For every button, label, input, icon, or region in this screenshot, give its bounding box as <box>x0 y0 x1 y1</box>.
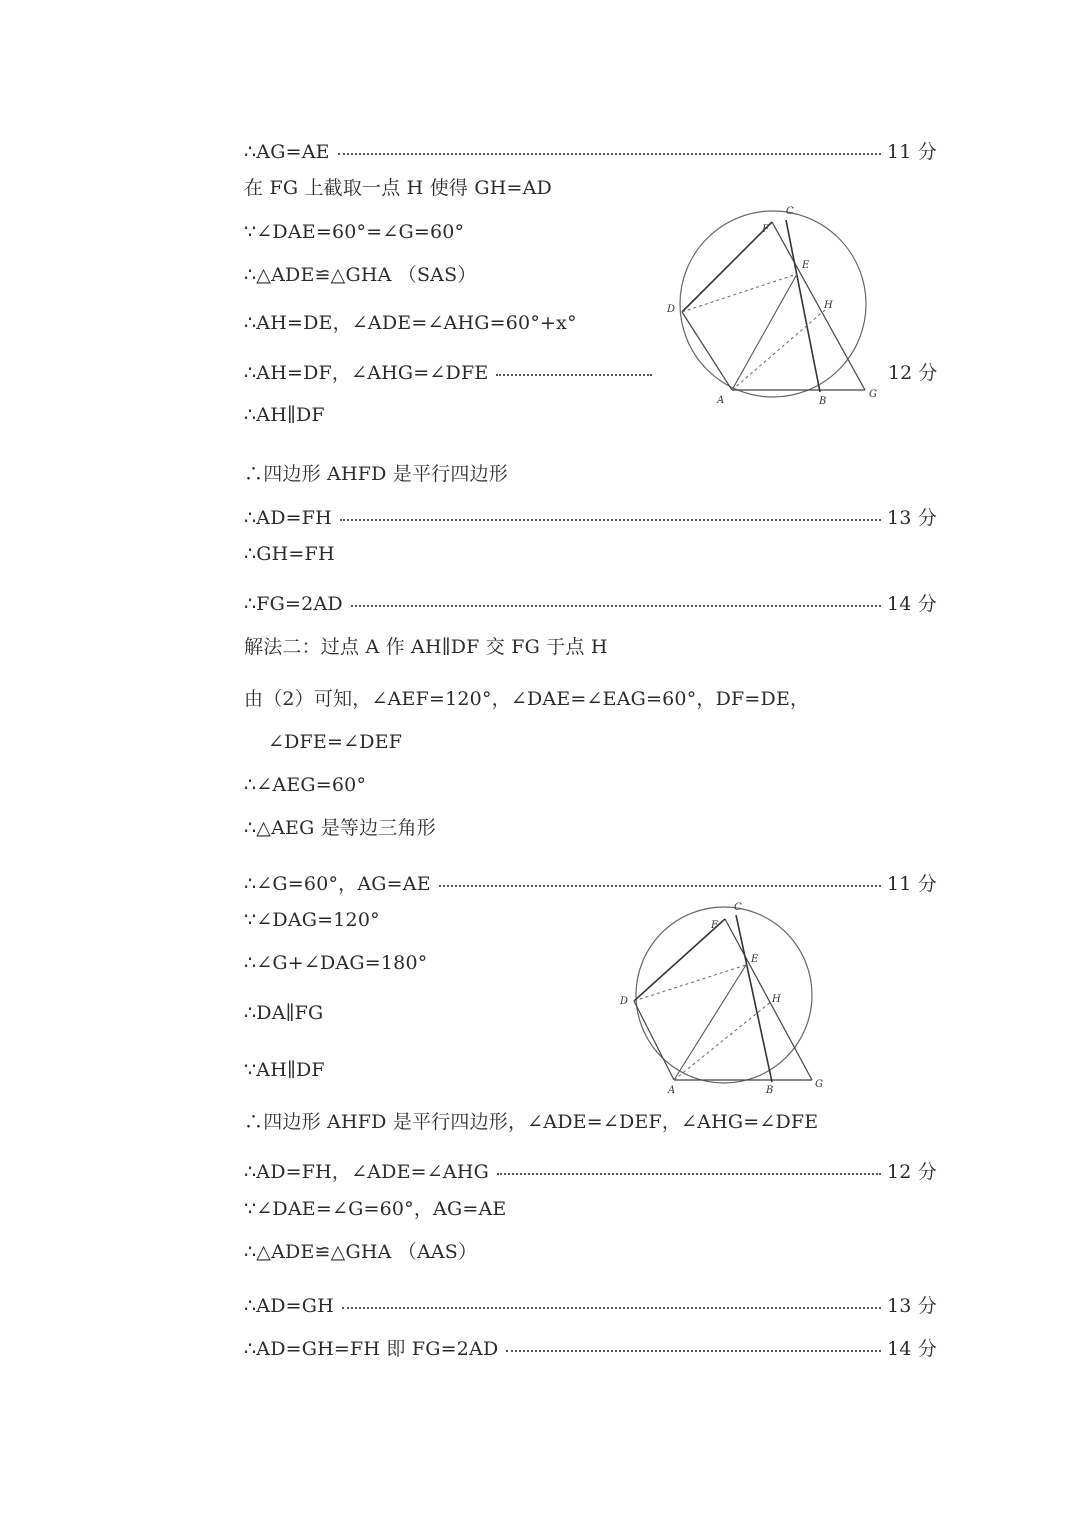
point-label: C <box>734 902 742 913</box>
step-ad-eq-fh-2: ∴AD=FH，∠ADE=∠AHG 12 分 <box>244 1161 937 1183</box>
score-leader-dots <box>342 1307 881 1309</box>
step-fg-eq-2ad: ∴FG=2AD 14 分 <box>244 593 937 615</box>
segment-df <box>682 222 772 312</box>
point-label: G <box>869 389 877 400</box>
score-label: 12 分 <box>886 1161 937 1183</box>
step-ah-parallel-df: ∴AH∥DF <box>244 404 325 426</box>
step-from-part-2: 由（2）可知，∠AEF=120°，∠DAE=∠EAG=60°，DF=DE， <box>244 688 810 710</box>
segment-fg <box>772 222 865 390</box>
point-label: F <box>711 920 718 931</box>
segment-cb <box>736 915 772 1082</box>
score-leader-dots <box>439 885 881 887</box>
point-label: C <box>786 206 794 217</box>
score-label: 12 分 <box>888 362 938 384</box>
step-congruent-aas: ∴△ADE≌△GHA （AAS） <box>244 1241 478 1263</box>
step-ah-parallel-df-2: ∵AH∥DF <box>244 1059 325 1081</box>
point-label: B <box>766 1085 774 1096</box>
segment-df <box>634 919 725 1001</box>
point-label: B <box>819 396 827 407</box>
step-ah-eq-de: ∴AH=DE，∠ADE=∠AHG=60°+x° <box>244 312 577 334</box>
point-label: A <box>717 395 725 406</box>
point-label: G <box>815 1079 823 1090</box>
step-dfe-eq-def: ∠DFE=∠DEF <box>268 731 403 753</box>
step-parallelogram-2: ∴四边形 AHFD 是平行四边形，∠ADE=∠DEF，∠AHG=∠DFE <box>244 1111 819 1133</box>
segment-de-dashed <box>682 274 797 312</box>
segment-ae <box>674 965 746 1080</box>
circumcircle <box>680 211 866 397</box>
segment-fg <box>725 919 812 1080</box>
segment-da <box>634 1001 674 1080</box>
step-gh-eq-fh: ∴GH=FH <box>244 543 335 565</box>
step-construct-h: 在 FG 上截取一点 H 使得 GH=AD <box>244 177 552 199</box>
score-label: 14 分 <box>886 1338 937 1360</box>
step-angle-sum: ∴∠G+∠DAG=180° <box>244 952 428 974</box>
score-leader-dots <box>506 1350 881 1352</box>
score-label: 11 分 <box>886 141 937 163</box>
point-label: H <box>772 994 781 1005</box>
segment-ae <box>732 274 797 390</box>
step-equilateral: ∴△AEG 是等边三角形 <box>244 817 436 839</box>
geometry-figure-2 <box>612 898 842 1103</box>
step-ad-eq-fh: ∴AD=FH 13 分 <box>244 507 937 529</box>
score-leader-dots <box>338 153 881 155</box>
step-ah-eq-df: ∴AH=DF，∠AHG=∠DFE <box>244 361 658 385</box>
score-leader-dots <box>496 374 652 376</box>
segment-de-dashed <box>634 965 746 1001</box>
step-dae-eq-g: ∵∠DAE=∠G=60°，AG=AE <box>244 1198 507 1220</box>
step-ad-eq-gh: ∴AD=GH 13 分 <box>244 1295 937 1317</box>
step-ag-eq-ae: ∴AG=AE 11 分 <box>244 141 937 163</box>
score-leader-dots <box>340 519 881 521</box>
point-label: F <box>762 224 769 235</box>
point-label: E <box>802 260 810 271</box>
step-dag-120: ∵∠DAG=120° <box>244 909 380 931</box>
step-angle-dae: ∵∠DAE=60°=∠G=60° <box>244 221 465 243</box>
score-leader-dots <box>497 1173 881 1175</box>
step-congruent-sas: ∴△ADE≌△GHA （SAS） <box>244 264 477 286</box>
score-label: 13 分 <box>886 1295 937 1317</box>
point-label: A <box>668 1085 676 1096</box>
point-label: E <box>751 954 759 965</box>
step-conclusion: ∴AD=GH=FH 即 FG=2AD 14 分 <box>244 1338 937 1360</box>
segment-cb <box>786 220 820 392</box>
method-two-heading: 解法二：过点 A 作 AH∥DF 交 FG 于点 H <box>244 636 608 658</box>
step-aeg-60: ∴∠AEG=60° <box>244 774 367 796</box>
point-label: D <box>667 304 676 315</box>
score-label: 14 分 <box>886 593 937 615</box>
step-g-60: ∴∠G=60°，AG=AE 11 分 <box>244 873 937 895</box>
step-parallelogram: ∴四边形 AHFD 是平行四边形 <box>244 463 508 485</box>
step-da-parallel-fg: ∴DA∥FG <box>244 1002 324 1024</box>
score-leader-dots <box>351 605 881 607</box>
point-label: D <box>620 996 629 1007</box>
geometry-figure-1 <box>660 200 890 415</box>
segment-da <box>682 312 732 390</box>
point-label: H <box>824 300 833 311</box>
score-label: 13 分 <box>886 507 937 529</box>
score-label: 11 分 <box>886 873 937 895</box>
